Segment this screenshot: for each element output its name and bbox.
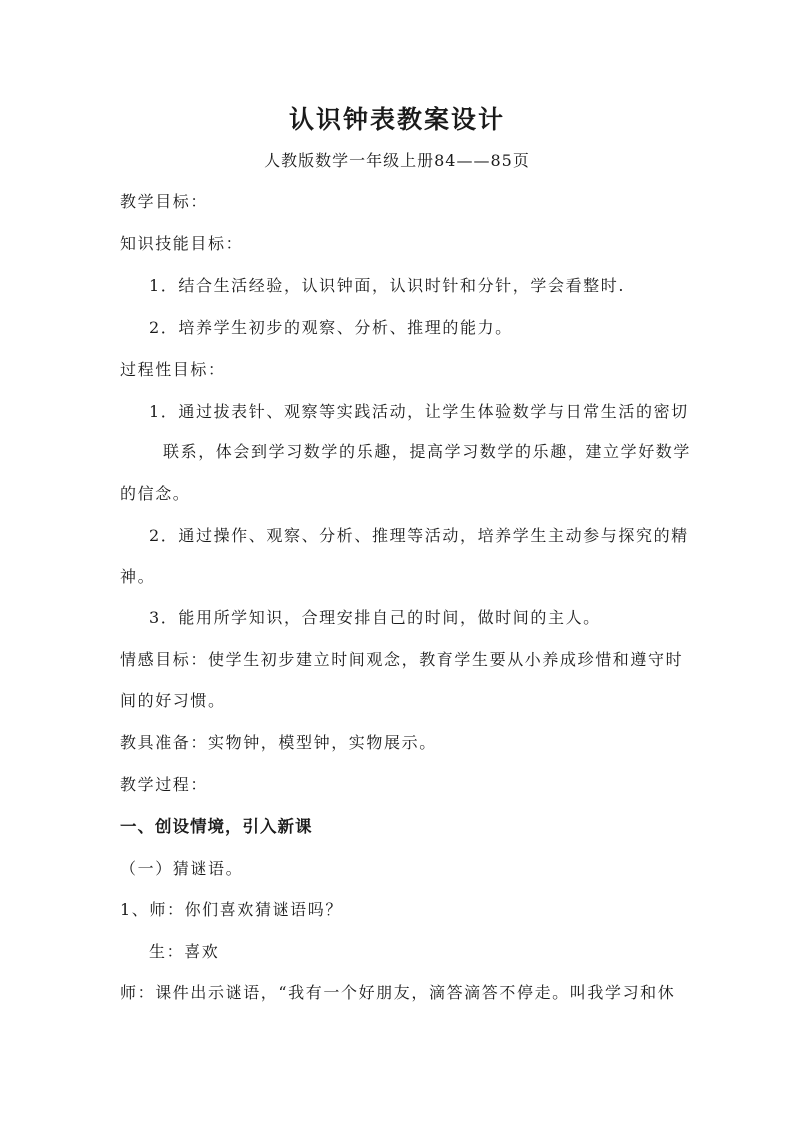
paragraph-line: 3．能用所学知识，合理安排自己的时间，做时间的主人。	[149, 608, 601, 627]
paragraph-line: 情感目标：使学生初步建立时间观念，教育学生要从小养成珍惜和遵守时	[120, 650, 684, 669]
document-subtitle: 人教版数学一年级上册84——85页	[264, 151, 530, 170]
paragraph-line: 联系，体会到学习数学的乐趣，提高学习数学的乐趣，建立学好数学	[163, 442, 692, 461]
section-label-process-goals: 过程性目标：	[120, 360, 226, 379]
paragraph-line: 生：喜欢	[149, 942, 220, 961]
paragraph-line: 2．通过操作、观察、分析、推理等活动，培养学生主动参与探究的精	[149, 526, 689, 545]
section-label-teaching-goals: 教学目标：	[120, 192, 209, 211]
subsection-heading: （一）猜谜语。	[120, 859, 244, 878]
section-label-teaching-process: 教学过程：	[120, 775, 209, 794]
section-heading: 一、创设情境，引入新课	[120, 817, 313, 836]
document-title: 认识钟表教案设计	[288, 105, 505, 134]
paragraph-line: 1．结合生活经验，认识钟面，认识时针和分针，学会看整时.	[149, 276, 626, 295]
paragraph-line: 间的好习惯。	[120, 691, 226, 710]
paragraph-line: 2．培养学生初步的观察、分析、推理的能力。	[149, 318, 513, 337]
paragraph-line: 师：课件出示谜语，“我有一个好朋友，滴答滴答不停走。叫我学习和休	[120, 983, 676, 1002]
paragraph-line: 1．通过拔表针、观察等实践活动，让学生体验数学与日常生活的密切	[149, 402, 689, 421]
section-label-knowledge-goals: 知识技能目标：	[120, 234, 244, 253]
paragraph-line: 1、师：你们喜欢猜谜语吗？	[120, 900, 343, 919]
paragraph-line: 神。	[120, 567, 156, 586]
paragraph-line: 的信念。	[120, 484, 191, 503]
section-label-teaching-aids: 教具准备：实物钟，模型钟，实物展示。	[120, 733, 437, 752]
